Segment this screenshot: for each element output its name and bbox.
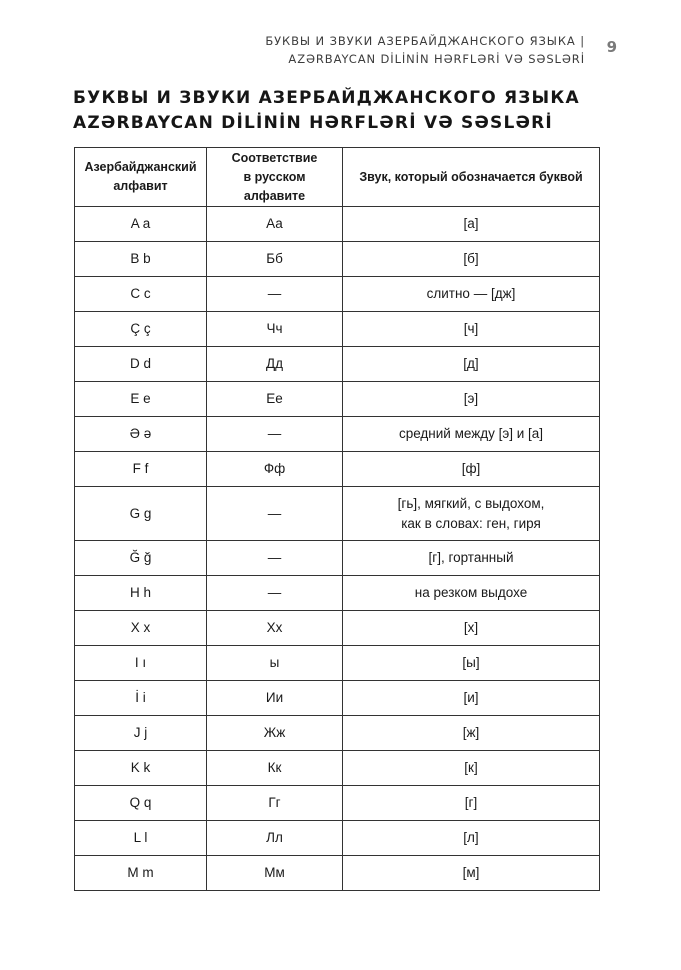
russian-letter-cell: Дд [207, 347, 343, 382]
azerbaijani-letter-cell: Q q [75, 786, 207, 821]
azerbaijani-letter-cell: I ı [75, 646, 207, 681]
page-title [73, 86, 580, 136]
table-row [75, 417, 600, 452]
table-row [75, 716, 600, 751]
azerbaijani-letter-cell: F f [75, 452, 207, 487]
russian-letter-cell: — [207, 541, 343, 576]
sound-cell: [э] [343, 382, 600, 417]
russian-letter-cell: ы [207, 646, 343, 681]
sound-cell: средний между [э] и [а] [343, 417, 600, 452]
russian-letter-cell: Чч [207, 312, 343, 347]
azerbaijani-letter-cell: K k [75, 751, 207, 786]
azerbaijani-letter-cell: H h [75, 576, 207, 611]
table-row [75, 541, 600, 576]
russian-letter-cell: — [207, 277, 343, 312]
sound-cell: [д] [343, 347, 600, 382]
running-header-azerbaijani: AZƏRBAYCAN DİLİNİN HƏRFLƏRİ VƏ SƏSLƏRİ [288, 52, 585, 66]
sound-cell: [ы] [343, 646, 600, 681]
azerbaijani-letter-cell: D d [75, 347, 207, 382]
sound-cell: [ч] [343, 312, 600, 347]
table-row [75, 751, 600, 786]
sound-cell: [л] [343, 821, 600, 856]
russian-letter-cell: Лл [207, 821, 343, 856]
table-row [75, 207, 600, 242]
russian-letter-cell: Хх [207, 611, 343, 646]
table-header-row [75, 148, 600, 207]
azerbaijani-letter-cell: E e [75, 382, 207, 417]
column-header-sound: Звук, который обозначается буквой [343, 148, 600, 207]
russian-letter-cell: Мм [207, 856, 343, 891]
azerbaijani-letter-cell: A a [75, 207, 207, 242]
sound-cell: [ф] [343, 452, 600, 487]
table-row [75, 487, 600, 541]
sound-cell: слитно — [дж] [343, 277, 600, 312]
table-row [75, 576, 600, 611]
column-header-azerbaijani-alphabet: Азербайджанский алфавит [75, 148, 207, 207]
table-row [75, 856, 600, 891]
table-row [75, 786, 600, 821]
azerbaijani-letter-cell: C c [75, 277, 207, 312]
sound-cell: [а] [343, 207, 600, 242]
table-row [75, 646, 600, 681]
table-row [75, 611, 600, 646]
azerbaijani-letter-cell: M m [75, 856, 207, 891]
page-number: 9 [606, 38, 617, 56]
azerbaijani-letter-cell: Ə ə [75, 417, 207, 452]
russian-letter-cell: Ее [207, 382, 343, 417]
sound-cell: [м] [343, 856, 600, 891]
azerbaijani-letter-cell: İ i [75, 681, 207, 716]
running-header-russian: БУКВЫ И ЗВУКИ АЗЕРБАЙДЖАНСКОГО ЯЗЫКА | [265, 34, 585, 48]
page-title-azerbaijani: AZƏRBAYCAN DİLİNİN HƏRFLƏRİ VƏ SƏSLƏRİ [73, 113, 553, 133]
russian-letter-cell: — [207, 417, 343, 452]
sound-cell: [б] [343, 242, 600, 277]
azerbaijani-letter-cell: B b [75, 242, 207, 277]
russian-letter-cell: Жж [207, 716, 343, 751]
table-row [75, 347, 600, 382]
sound-cell: [гь], мягкий, с выдохом, как в словах: ген, гиря [343, 487, 600, 541]
russian-letter-cell: — [207, 487, 343, 541]
russian-letter-cell: Ии [207, 681, 343, 716]
sound-cell: [к] [343, 751, 600, 786]
russian-letter-cell: Гг [207, 786, 343, 821]
sound-cell: [г], гортанный [343, 541, 600, 576]
russian-letter-cell: Фф [207, 452, 343, 487]
page-title-russian: БУКВЫ И ЗВУКИ АЗЕРБАЙДЖАНСКОГО ЯЗЫКА [73, 88, 580, 108]
sound-cell: [ж] [343, 716, 600, 751]
table-row [75, 242, 600, 277]
sound-cell: [и] [343, 681, 600, 716]
column-header-russian-equivalent: Соответствие в русском алфавите [207, 148, 343, 207]
azerbaijani-letter-cell: G g [75, 487, 207, 541]
azerbaijani-letter-cell: J j [75, 716, 207, 751]
table-row [75, 277, 600, 312]
russian-letter-cell: Бб [207, 242, 343, 277]
sound-cell: [х] [343, 611, 600, 646]
azerbaijani-letter-cell: X x [75, 611, 207, 646]
table-row [75, 821, 600, 856]
russian-letter-cell: Кк [207, 751, 343, 786]
azerbaijani-letter-cell: Ğ ğ [75, 541, 207, 576]
russian-letter-cell: Аа [207, 207, 343, 242]
running-header [185, 32, 585, 68]
sound-cell: [г] [343, 786, 600, 821]
azerbaijani-letter-cell: L l [75, 821, 207, 856]
azerbaijani-letter-cell: Ç ç [75, 312, 207, 347]
sound-cell: на резком выдохе [343, 576, 600, 611]
alphabet-table [74, 147, 600, 891]
table-row [75, 312, 600, 347]
table-row [75, 382, 600, 417]
table-row [75, 681, 600, 716]
russian-letter-cell: — [207, 576, 343, 611]
table-row [75, 452, 600, 487]
